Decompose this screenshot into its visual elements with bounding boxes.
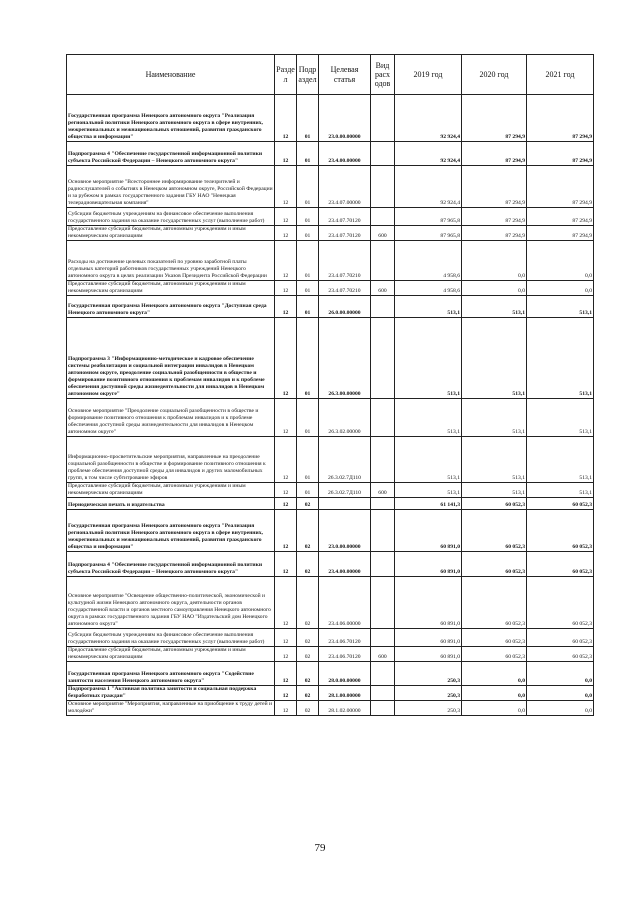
row-section: 12	[275, 628, 297, 646]
row-value-2020: 87 294,9	[462, 142, 527, 166]
row-expense-type	[371, 551, 395, 576]
row-value-2019: 92 924,4	[395, 95, 462, 142]
row-value-2019: 60 891,0	[395, 628, 462, 646]
row-name: Основное мероприятие "Всестороннее информирование телезрителей и радиослушателей о событиях в Ненецком автономном округе, Российской Федерации и за рубежом в рамках государственного задания ГБУ НАО "Ненецкая телерадиовещательная компания"	[67, 166, 275, 208]
row-value-2019: 87 965,8	[395, 208, 462, 226]
row-subsection: 01	[297, 166, 319, 208]
row-value-2020: 513,1	[462, 436, 527, 482]
row-value-2021: 87 294,9	[527, 208, 594, 226]
row-value-2020: 0,0	[462, 280, 527, 295]
row-value-2021: 0,0	[527, 661, 594, 685]
table-row	[67, 95, 594, 142]
row-section: 12	[275, 240, 297, 280]
row-value-2021: 87 294,9	[527, 166, 594, 208]
row-target: 28.0.00.00000	[319, 661, 371, 685]
row-target: 28.1.00.00000	[319, 685, 371, 700]
row-target: 26.3.02.7Д110	[319, 482, 371, 497]
row-section: 12	[275, 700, 297, 715]
row-name: Подпрограмма 1 "Активная политика занятости и социальная поддержка безработных граждан"	[67, 685, 275, 700]
table-row	[67, 240, 594, 280]
row-subsection: 02	[297, 700, 319, 715]
header-expense-type: Вид расх одов	[371, 55, 395, 95]
row-value-2020: 87 294,9	[462, 166, 527, 208]
row-value-2019: 513,1	[395, 317, 462, 398]
row-target: 23.4.07.00000	[319, 166, 371, 208]
row-section: 12	[275, 509, 297, 551]
row-value-2021: 0,0	[527, 700, 594, 715]
row-expense-type: 600	[371, 226, 395, 241]
row-value-2020: 87 294,9	[462, 95, 527, 142]
row-value-2019: 513,1	[395, 482, 462, 497]
row-name: Расходы на достижение целевых показателей по уровню заработной платы отдельных категорий работников государственных учреждений Ненецкого автономного округа в целях реализации Указов Президента Российской Федерации	[67, 240, 275, 280]
row-name: Предоставление субсидий бюджетным, автономным учреждениям и иным некоммерческим организациям	[67, 226, 275, 241]
row-target: 23.4.00.00000	[319, 551, 371, 576]
row-value-2019: 60 891,0	[395, 576, 462, 628]
row-value-2020: 60 052,3	[462, 497, 527, 509]
row-subsection: 01	[297, 240, 319, 280]
row-value-2021: 60 052,3	[527, 576, 594, 628]
table-row	[67, 208, 594, 226]
row-section: 12	[275, 280, 297, 295]
row-value-2021: 60 052,3	[527, 646, 594, 661]
row-expense-type	[371, 398, 395, 436]
row-subsection: 02	[297, 497, 319, 509]
row-value-2020: 0,0	[462, 661, 527, 685]
row-value-2021: 60 052,3	[527, 628, 594, 646]
row-name: Основное мероприятие "Преодоление социальной разобщенности в обществе и формирование позитивного отношения к проблемам инвалидов и к проблеме обеспечения доступной среды жизнедеятельности для инвалидов в Ненецком автономном округе"	[67, 398, 275, 436]
row-section: 12	[275, 646, 297, 661]
row-name: Государственная программа Ненецкого автономного округа "Доступная среда Ненецкого автономного округа"	[67, 295, 275, 317]
row-expense-type: 600	[371, 646, 395, 661]
row-target: 23.4.07.70120	[319, 226, 371, 241]
row-value-2020: 513,1	[462, 317, 527, 398]
row-subsection: 01	[297, 95, 319, 142]
row-name: Подпрограмма 4 "Обеспечение государственной информационной политики субъекта Российской Федерации – Ненецкого автономного округа"	[67, 142, 275, 166]
row-target: 23.4.07.70210	[319, 280, 371, 295]
row-subsection: 02	[297, 646, 319, 661]
row-section: 12	[275, 142, 297, 166]
row-value-2021: 513,1	[527, 482, 594, 497]
table-row	[67, 317, 594, 398]
header-2020: 2020 год	[462, 55, 527, 95]
row-expense-type	[371, 700, 395, 715]
row-name: Предоставление субсидий бюджетным, автономным учреждениям и иным некоммерческим организациям	[67, 646, 275, 661]
table-row	[67, 436, 594, 482]
table-row	[67, 226, 594, 241]
row-value-2019: 250,3	[395, 661, 462, 685]
row-section: 12	[275, 95, 297, 142]
row-section: 12	[275, 436, 297, 482]
row-expense-type	[371, 295, 395, 317]
row-name: Предоставление субсидий бюджетным, автономным учреждениям и иным некоммерческим организациям	[67, 280, 275, 295]
row-value-2021: 513,1	[527, 436, 594, 482]
header-name: Наименование	[67, 55, 275, 95]
row-value-2019: 4 958,6	[395, 240, 462, 280]
row-target: 26.0.00.00000	[319, 295, 371, 317]
row-target: 23.4.00.00000	[319, 142, 371, 166]
row-target	[319, 497, 371, 509]
row-value-2020: 60 052,3	[462, 576, 527, 628]
row-value-2021: 87 294,9	[527, 142, 594, 166]
row-value-2019: 60 891,0	[395, 509, 462, 551]
row-expense-type: 600	[371, 482, 395, 497]
table-row	[67, 398, 594, 436]
row-subsection: 02	[297, 661, 319, 685]
table-row	[67, 482, 594, 497]
page-number: 79	[314, 842, 326, 854]
row-target: 23.4.07.70210	[319, 240, 371, 280]
row-value-2020: 60 052,3	[462, 551, 527, 576]
row-section: 12	[275, 398, 297, 436]
row-value-2020: 513,1	[462, 295, 527, 317]
row-expense-type: 600	[371, 280, 395, 295]
row-subsection: 01	[297, 317, 319, 398]
table-row	[67, 576, 594, 628]
row-value-2019: 87 965,8	[395, 226, 462, 241]
row-expense-type	[371, 661, 395, 685]
row-value-2021: 87 294,9	[527, 95, 594, 142]
row-section: 12	[275, 208, 297, 226]
row-expense-type	[371, 685, 395, 700]
row-target: 23.4.06.00000	[319, 576, 371, 628]
row-expense-type	[371, 509, 395, 551]
row-expense-type	[371, 317, 395, 398]
header-section: Разде л	[275, 55, 297, 95]
row-expense-type	[371, 240, 395, 280]
header-2019: 2019 год	[395, 55, 462, 95]
row-subsection: 01	[297, 280, 319, 295]
row-name: Основное мероприятие "Освещение общественно-политической, экономической и культурной жизни Ненецкого автономного округа, деятельности органов государственной власти и органов местного самоуправления Ненецкого автономного округа в рамках государственного задания ГБУ НАО "Издательский дом Ненецкого автономного округа"	[67, 576, 275, 628]
row-subsection: 01	[297, 482, 319, 497]
row-value-2021: 60 052,3	[527, 509, 594, 551]
row-subsection: 01	[297, 436, 319, 482]
row-subsection: 01	[297, 398, 319, 436]
row-subsection: 02	[297, 685, 319, 700]
budget-table	[66, 54, 594, 716]
row-value-2019: 92 924,4	[395, 166, 462, 208]
row-value-2020: 513,1	[462, 482, 527, 497]
row-value-2019: 513,1	[395, 398, 462, 436]
table-row	[67, 295, 594, 317]
row-section: 12	[275, 497, 297, 509]
row-value-2020: 513,1	[462, 398, 527, 436]
row-value-2021: 87 294,9	[527, 226, 594, 241]
row-subsection: 01	[297, 208, 319, 226]
row-section: 12	[275, 295, 297, 317]
row-section: 12	[275, 226, 297, 241]
row-value-2020: 87 294,9	[462, 208, 527, 226]
row-subsection: 02	[297, 628, 319, 646]
row-value-2020: 0,0	[462, 685, 527, 700]
table-row	[67, 551, 594, 576]
row-value-2021: 0,0	[527, 280, 594, 295]
row-value-2020: 0,0	[462, 700, 527, 715]
row-name: Предоставление субсидий бюджетным, автономным учреждениям и иным некоммерческим организациям	[67, 482, 275, 497]
row-section: 12	[275, 661, 297, 685]
table-row	[67, 700, 594, 715]
row-value-2019: 60 891,0	[395, 551, 462, 576]
row-section: 12	[275, 166, 297, 208]
row-value-2021: 513,1	[527, 295, 594, 317]
row-value-2019: 513,1	[395, 295, 462, 317]
row-value-2019: 4 958,6	[395, 280, 462, 295]
row-name: Государственная программа Ненецкого автономного округа "Содействие занятости населения Ненецкого автономного округа"	[67, 661, 275, 685]
row-target: 23.0.00.00000	[319, 509, 371, 551]
row-value-2020: 0,0	[462, 240, 527, 280]
row-subsection: 02	[297, 551, 319, 576]
row-expense-type	[371, 95, 395, 142]
row-expense-type	[371, 166, 395, 208]
table-row	[67, 628, 594, 646]
table-row	[67, 685, 594, 700]
header-row	[67, 55, 594, 95]
row-target: 23.0.00.00000	[319, 95, 371, 142]
row-section: 12	[275, 685, 297, 700]
row-target: 23.4.06.70120	[319, 646, 371, 661]
row-name: Основное мероприятие "Мероприятия, направленные на приобщение к труду детей и молодёжи"	[67, 700, 275, 715]
row-section: 12	[275, 482, 297, 497]
row-expense-type	[371, 576, 395, 628]
header-subsection: Подр аздел	[297, 55, 319, 95]
row-value-2021: 0,0	[527, 240, 594, 280]
row-value-2019: 60 891,0	[395, 646, 462, 661]
row-section: 12	[275, 551, 297, 576]
row-subsection: 01	[297, 142, 319, 166]
table-row	[67, 497, 594, 509]
row-section: 12	[275, 576, 297, 628]
row-name: Субсидии бюджетным учреждениям на финансовое обеспечение выполнения государственного задания на оказание государственных услуг (выполнение работ)	[67, 208, 275, 226]
row-target: 23.4.07.70120	[319, 208, 371, 226]
row-value-2020: 60 052,3	[462, 628, 527, 646]
row-name: Государственная программа Ненецкого автономного округа "Реализация региональной политики Ненецкого автономного округа в сфере внутренних, межрегиональных и межнациональных отношений, развития гражданского общества и информации"	[67, 95, 275, 142]
row-subsection: 01	[297, 295, 319, 317]
table-row	[67, 646, 594, 661]
header-2021: 2021 год	[527, 55, 594, 95]
row-expense-type	[371, 436, 395, 482]
row-value-2020: 60 052,3	[462, 646, 527, 661]
header-target: Целевая статья	[319, 55, 371, 95]
row-value-2021: 513,1	[527, 317, 594, 398]
row-target: 23.4.06.70120	[319, 628, 371, 646]
row-target: 28.1.02.00000	[319, 700, 371, 715]
table-row	[67, 661, 594, 685]
row-section: 12	[275, 317, 297, 398]
row-value-2021: 60 052,3	[527, 497, 594, 509]
row-value-2019: 250,3	[395, 685, 462, 700]
row-expense-type	[371, 142, 395, 166]
row-value-2019: 61 141,3	[395, 497, 462, 509]
table-row	[67, 509, 594, 551]
row-name: Субсидии бюджетным учреждениям на финансовое обеспечение выполнения государственного задания на оказание государственных услуг (выполнение работ)	[67, 628, 275, 646]
row-value-2019: 92 924,4	[395, 142, 462, 166]
row-name: Периодическая печать и издательства	[67, 497, 275, 509]
row-expense-type	[371, 628, 395, 646]
row-value-2019: 250,3	[395, 700, 462, 715]
row-expense-type	[371, 497, 395, 509]
row-name: Подпрограмма 3 "Информационно-методическое и кадровое обеспечение системы реабилитации и социальной интеграции инвалидов в Ненецком автономном округе, преодоление социальной разобщенности в обществе и формирование позитивного отношения к проблемам инвалидов и к проблеме обеспечения доступной среды жизнедеятельности для инвалидов в Ненецком автономном округе"	[67, 317, 275, 398]
row-subsection: 02	[297, 509, 319, 551]
row-value-2021: 60 052,3	[527, 551, 594, 576]
row-name: Информационно-просветительские мероприятия, направленные на преодоление социальной разобщенности в обществе и формирование позитивного отношения к проблеме обеспечения доступной среды для инвалидов и других маломобильных групп, в том числе субтитрование эфиров	[67, 436, 275, 482]
row-value-2021: 0,0	[527, 685, 594, 700]
table-row	[67, 142, 594, 166]
row-name: Подпрограмма 4 "Обеспечение государственной информационной политики субъекта Российской Федерации – Ненецкого автономного округа"	[67, 551, 275, 576]
row-name: Государственная программа Ненецкого автономного округа "Реализация региональной политики Ненецкого автономного округа в сфере внутренних, межрегиональных и межнациональных отношений, развития гражданского общества и информации"	[67, 509, 275, 551]
row-expense-type	[371, 208, 395, 226]
row-value-2019: 513,1	[395, 436, 462, 482]
table-row	[67, 166, 594, 208]
row-target: 26.3.00.00000	[319, 317, 371, 398]
row-value-2020: 60 052,3	[462, 509, 527, 551]
row-subsection: 01	[297, 226, 319, 241]
row-target: 26.3.02.7Д110	[319, 436, 371, 482]
row-subsection: 02	[297, 576, 319, 628]
row-target: 26.3.02.00000	[319, 398, 371, 436]
row-value-2020: 87 294,9	[462, 226, 527, 241]
table-row	[67, 280, 594, 295]
table-body	[67, 95, 594, 716]
row-value-2021: 513,1	[527, 398, 594, 436]
